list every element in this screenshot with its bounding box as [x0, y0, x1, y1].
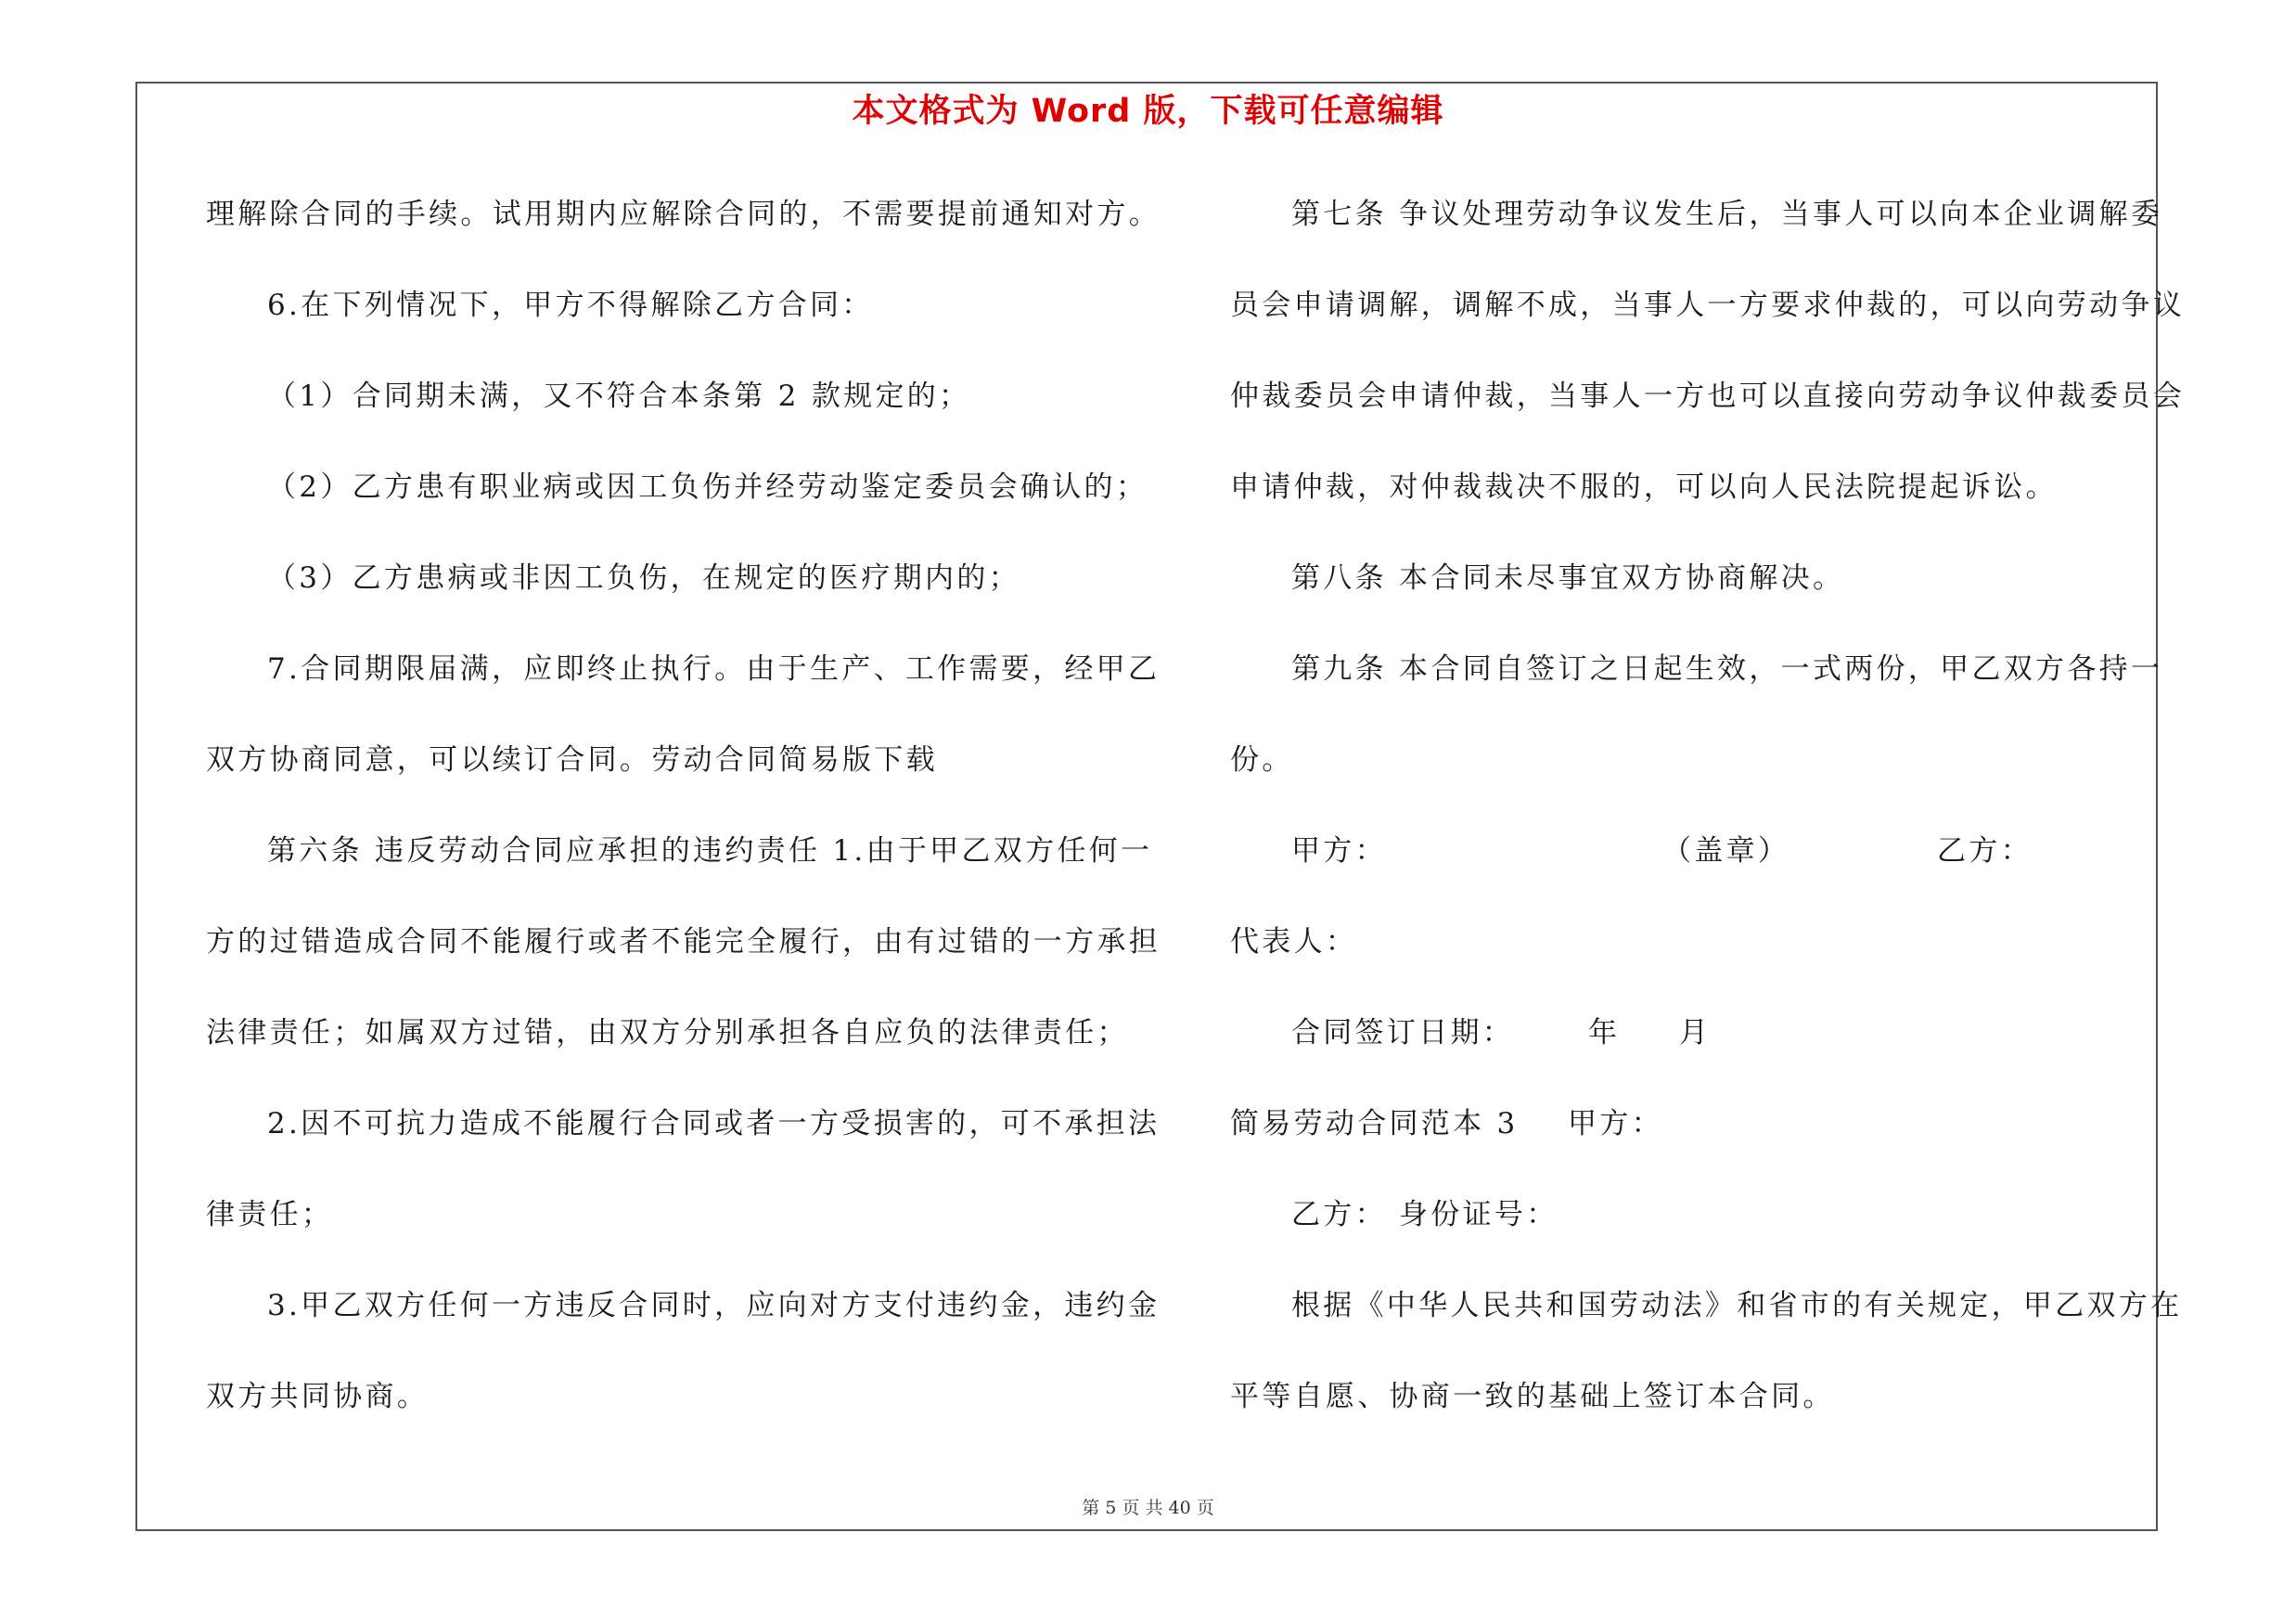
id-number-label: 身份证号： — [1399, 1198, 1558, 1231]
template-party-a: 甲方： — [1568, 1107, 1663, 1140]
page-number: 第 5 页 共 40 页 — [1082, 1498, 1214, 1518]
party-a-label: 甲方： — [1291, 834, 1387, 868]
sign-date-year: 年 — [1588, 1016, 1621, 1050]
body-line: 理解除合同的手续。试用期内应解除合同的，不需要提前通知对方。 — [206, 198, 1161, 231]
sign-date-label: 合同签订日期： — [1291, 1016, 1515, 1050]
body-line: 2.因不可抗力造成不能履行合同或者一方受损害的，可不承担法 — [267, 1107, 1161, 1140]
body-line: 份。 — [1230, 743, 1294, 777]
body-line: 根据《中华人民共和国劳动法》和省市的有关规定，甲乙双方在 — [1291, 1289, 2183, 1322]
body-line: 第七条 争议处理劳动争议发生后，当事人可以向本企业调解委 — [1291, 198, 2163, 231]
left-column — [206, 182, 1161, 1455]
template-title-row — [1230, 1091, 2158, 1182]
body-line: 仲裁委员会申请仲裁，当事人一方也可以直接向劳动争议仲裁委员会 — [1230, 380, 2185, 413]
body-line: 3.甲乙双方任何一方违反合同时，应向对方支付违约金，违约金 — [267, 1289, 1161, 1322]
representative-label: 代表人： — [1230, 925, 1358, 959]
party-b-id-row — [1230, 1182, 2158, 1273]
body-line: 申请仲裁，对仲裁裁决不服的，可以向人民法院提起诉讼。 — [1230, 470, 2058, 504]
body-line: 双方共同协商。 — [206, 1380, 430, 1413]
template-title: 简易劳动合同范本 3 — [1230, 1107, 1519, 1140]
body-line: 律责任； — [206, 1198, 334, 1231]
right-column — [1230, 182, 2185, 1455]
body-line: 双方协商同意，可以续订合同。劳动合同简易版下载 — [206, 743, 938, 777]
party-b-label: 乙方： — [1291, 1198, 1387, 1231]
signature-row — [1230, 818, 2158, 909]
sign-date-month: 月 — [1679, 1016, 1712, 1050]
body-line: 第六条 违反劳动合同应承担的违约责任 1.由于甲乙双方任何一 — [267, 834, 1153, 868]
word-format-banner: 本文格式为 Word 版，下载可任意编辑 — [852, 93, 1444, 130]
body-line: 员会申请调解，调解不成，当事人一方要求仲裁的，可以向劳动争议 — [1230, 289, 2185, 322]
body-line: 平等自愿、协商一致的基础上签订本合同。 — [1230, 1380, 1835, 1413]
body-line: 7.合同期限届满，应即终止执行。由于生产、工作需要，经甲乙 — [267, 652, 1161, 686]
party-b-label: 乙方： — [1937, 834, 2033, 868]
body-line: （2）乙方患有职业病或因工负伤并经劳动鉴定委员会确认的； — [267, 470, 1148, 504]
body-line: 方的过错造成合同不能履行或者不能完全履行，由有过错的一方承担 — [206, 925, 1161, 959]
body-line: （3）乙方患病或非因工负伤，在规定的医疗期内的； — [267, 561, 1020, 595]
body-line: 第九条 本合同自签订之日起生效，一式两份，甲乙双方各持一 — [1291, 652, 2163, 686]
body-line: 法律责任；如属双方过错，由双方分别承担各自应负的法律责任； — [206, 1016, 1129, 1050]
body-line: 6.在下列情况下，甲方不得解除乙方合同： — [267, 289, 874, 322]
body-line: （1）合同期未满，又不符合本条第 2 款规定的； — [267, 380, 971, 413]
sign-date-row — [1230, 1000, 2158, 1091]
body-line: 第八条 本合同未尽事宜双方协商解决。 — [1291, 561, 1845, 595]
seal-label: （盖章） — [1662, 834, 1790, 868]
